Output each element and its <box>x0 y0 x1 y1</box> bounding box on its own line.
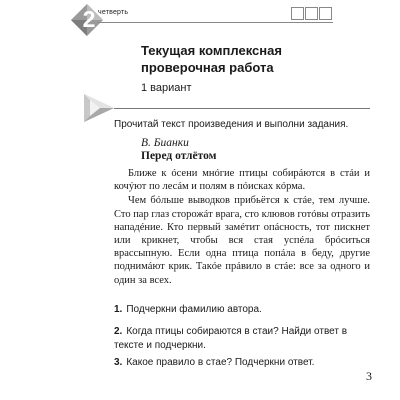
story-author: В. Бианки <box>141 137 189 149</box>
task-instruction: Прочитай текст произведения и выполни задания. <box>114 119 349 130</box>
task-text: Какое правило в стае? Подчеркни ответ. <box>126 357 315 368</box>
story-title: Перед отлётом <box>141 150 217 162</box>
page-number: 3 <box>366 369 372 383</box>
note-box-1 <box>291 7 304 20</box>
task-number: 1. <box>114 304 123 315</box>
section-rule <box>114 108 370 109</box>
task-item-3 <box>114 356 370 370</box>
quarter-label: четверть <box>98 9 129 16</box>
note-box-3 <box>319 7 332 20</box>
quarter-number: 2 <box>82 6 96 32</box>
task-number: 2. <box>114 326 123 337</box>
header-rule <box>98 22 333 23</box>
story-paragraph-2: Чем бóльше выводков прибьётся к стáе, тем лучше. Сто пар глаз сторожáт врага, сто клювов готóвы отразить нападéние. Кто первый замéтит опáсность, тот пискнет или крикнет, чтобы вся стая успéла брóситься врассыпную. Если одна птица попáла в беду, другие поднимáют крик. Такóе прáвило в стáе: все за одного и один за всех. <box>114 195 371 286</box>
story-paragraph-1: Ближе к óсени мнóгие птицы собирáются в стáи и кочýют по лесáм и полям в пóисках кóрма. <box>114 168 370 193</box>
task-text: Когда птицы собираются в стаи? Найди ответ в тексте и подчеркни. <box>114 326 348 351</box>
task-number: 3. <box>114 357 123 368</box>
task-item-1 <box>114 303 370 317</box>
task-item-2 <box>114 325 370 352</box>
page-title-line-1: Текущая комплексная <box>141 43 282 58</box>
page-title <box>141 42 341 76</box>
task-text: Подчеркни фамилию автора. <box>126 304 262 315</box>
page-title-line-2: проверочная работа <box>141 60 274 75</box>
story-text <box>114 167 370 287</box>
variant-label: 1 вариант <box>141 82 192 94</box>
note-box-2 <box>305 7 318 20</box>
